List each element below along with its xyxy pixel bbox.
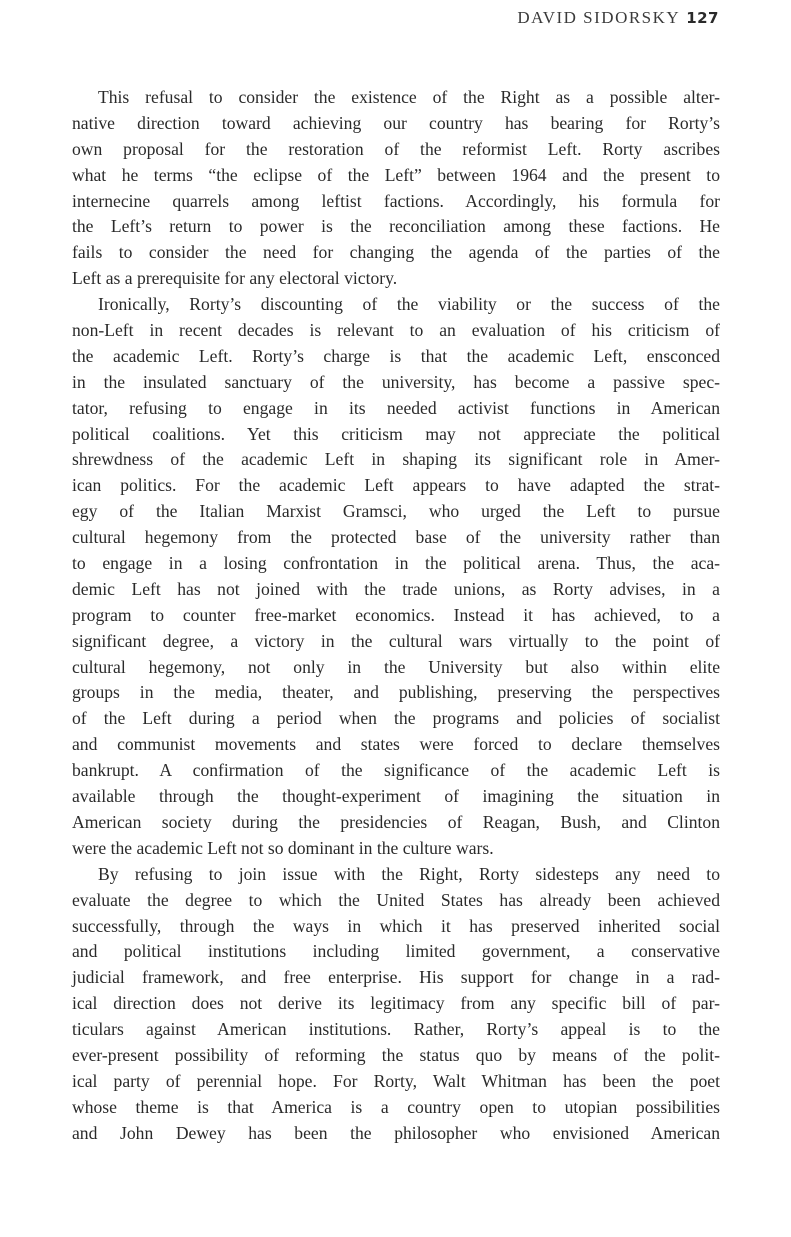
text-line: were the academic Left not so dominant in the culture wars. <box>72 837 494 858</box>
text-line: ical direction does not derive its legitimacy from any specific bill of par- <box>72 993 720 1014</box>
paragraph-2 <box>72 292 720 862</box>
text-line: egy of the Italian Marxist Gramsci, who urged the Left to pursue <box>72 501 720 522</box>
text-line: of the Left during a period when the programs and policies of socialist <box>72 708 720 729</box>
text-line: Ironically, Rorty’s discounting of the viability or the success of the <box>98 294 720 315</box>
text-line: shrewdness of the academic Left in shaping its significant role in Amer- <box>72 449 720 470</box>
paragraph-3 <box>72 862 720 1147</box>
text-line: native direction toward achieving our country has bearing for Rorty’s <box>72 112 720 133</box>
text-line: cultural hegemony, not only in the University but also within elite <box>72 656 720 677</box>
text-line: and political institutions including limited government, a conservative <box>72 941 720 962</box>
text-line: fails to consider the need for changing the agenda of the parties of the <box>72 242 720 263</box>
text-line: cultural hegemony from the protected base of the university rather than <box>72 527 720 548</box>
text-line: ical party of perennial hope. For Rorty, Walt Whitman has been the poet <box>72 1070 720 1091</box>
text-line: judicial framework, and free enterprise. His support for change in a rad- <box>72 967 720 988</box>
text-line: the academic Left. Rorty’s charge is that the academic Left, ensconced <box>72 345 720 366</box>
text-line: and John Dewey has been the philosopher who envisioned American <box>72 1122 720 1143</box>
body-text <box>72 85 720 1147</box>
text-line: bankrupt. A confirmation of the significance of the academic Left is <box>72 760 720 781</box>
text-line: demic Left has not joined with the trade unions, as Rorty advises, in a <box>72 578 720 599</box>
text-line: ticulars against American institutions. Rather, Rorty’s appeal is to the <box>72 1019 720 1040</box>
text-line: significant degree, a victory in the cultural wars virtually to the point of <box>72 630 720 651</box>
text-line: whose theme is that America is a country open to utopian possibilities <box>72 1096 720 1117</box>
text-line: evaluate the degree to which the United States has already been achieved <box>72 889 720 910</box>
paragraph-1 <box>72 85 720 292</box>
text-line: program to counter free-market economics. Instead it has achieved, to a <box>72 604 720 625</box>
text-line: in the insulated sanctuary of the university, has become a passive spec- <box>72 371 720 392</box>
text-line: the Left’s return to power is the reconciliation among these factions. He <box>72 216 720 237</box>
text-line: own proposal for the restoration of the reformist Left. Rorty ascribes <box>72 138 720 159</box>
text-line: tator, refusing to engage in its needed activist functions in American <box>72 397 720 418</box>
text-line: internecine quarrels among leftist factions. Accordingly, his formula for <box>72 190 720 211</box>
text-line: what he terms “the eclipse of the Left” between 1964 and the present to <box>72 164 720 185</box>
page-number: 127 <box>686 9 719 27</box>
running-head <box>517 8 719 28</box>
text-line: Left as a prerequisite for any electoral victory. <box>72 268 398 289</box>
text-line: successfully, through the ways in which it has preserved inherited social <box>72 915 720 936</box>
text-line: ever-present possibility of reforming the status quo by means of the polit- <box>72 1044 720 1065</box>
text-line: available through the thought-experiment of imagining the situation in <box>72 786 720 807</box>
text-line: and communist movements and states were forced to declare themselves <box>72 734 720 755</box>
text-line: ican politics. For the academic Left appears to have adapted the strat- <box>72 475 720 496</box>
running-head-author: DAVID SIDORSKY <box>517 8 681 27</box>
text-line: This refusal to consider the existence of the Right as a possible alter- <box>98 87 720 107</box>
text-line: groups in the media, theater, and publishing, preserving the perspectives <box>72 682 720 703</box>
text-line: to engage in a losing confrontation in the political arena. Thus, the aca- <box>72 553 720 574</box>
text-line: non-Left in recent decades is relevant to an evaluation of his criticism of <box>72 320 720 341</box>
text-line: political coalitions. Yet this criticism may not appreciate the political <box>72 423 720 444</box>
text-line: By refusing to join issue with the Right, Rorty sidesteps any need to <box>98 863 720 884</box>
text-line: American society during the presidencies of Reagan, Bush, and Clinton <box>72 811 720 832</box>
